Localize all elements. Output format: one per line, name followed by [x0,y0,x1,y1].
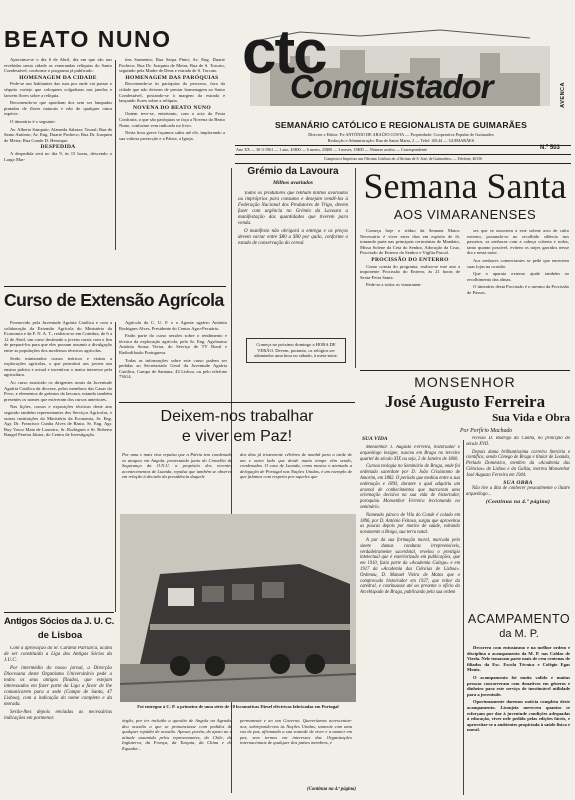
acampamento-paragraph: Oportunamente daremos notícia completa deste acampamento. Lisonjeia merecem quantos se esforçam por dar à juventude condições adequadas à educação, viver nele pedido pelas edições fáceis, e aproveitar-se a ambientes propiciada à saúde física e moral. [467,699,570,733]
extensao-col-2 [119,320,227,400]
semana-santa-col-2 [467,228,569,368]
monsenhor-col-2 [466,436,570,576]
section-rule [119,402,355,403]
gremio-paragraph: Todos os produtores que tenham milhos avariados ou impróprios para consumo e desejam vendê-los à Federação Nacional dos Produtores de Trigo, devem fazer com urgência no Grémio da Lavoura a manifestação das quantidades que tiverem para venda. [238,191,348,226]
column-rule [115,322,116,612]
deixem-lower-col-1: órgão, por ter incluído a questão de Angola na Agenda, deu ocasião a que se pronunciasse com pedidos de qualquer repúdio de ocasião. Apesar, porém, do apoio ao a atitude assumida pelos representantes, do Chile, da Inglaterra, da França, da Turquia, da China e do Equador... [122,718,232,751]
extensao-paragraph: Serão ministrados cursos teóricos e visitas a explorações agrícolas, o que permitirá aos jovens um ensino prático e actual e incentivar o maior interesse pela agricultura. [4,355,112,378]
composed-line: Composto e Impresso nas Oficinas Gráficas de «Oficinas de S. José, de Guimarães» — Telefone, 40156 [323,157,483,161]
masthead-subtitle: SEMANÁRIO CATÓLICO E REGIONALISTA DE GUIMARÃES [274,120,528,130]
antigos-title-1: Antigos Sócios da J. U. C. [4,616,114,627]
semana-santa-subtitle: AOS VIMARANENSES [393,207,537,222]
monsenhor-over: MONSENHOR [414,374,516,390]
masthead-redaccao: Redacção e Administração: Rua de Santa Maria, 2 — Telef. 40144 — GUIMARÃES [327,138,475,143]
section-rule [4,612,114,613]
beato-paragraph: Av. Alberto Sampaio; Alameda Salazar; Toural; Rua de Santo António; Av. Eng. Duarte Pacheco; Rua Dr. Joaquim de Meira; Rua Conde D. Henrique. [4,126,112,143]
extensao-paragraph: Nas lições, cursos e exposições técnicas deste ano seguirão também representantes dos Serviços Agrícolas, e outras instituições do Ministério da Economia, Sr. Eng. Agr. Dr. Francisco Cunha Alves de Basto, Sr. Eng. Agr. Ruy Vasco Maia de Loureiro, Sr. Rodrigues e Sr. Roberto Rangel Pereira Júnior, do Centro de Investigação. [4,404,112,438]
masthead-logo [240,18,558,118]
beato-paragraph: tins Sarmento; Rua Serpa Pinto; Av. Eng. Duarte Pacheco; Rua Dr. Joaquim de Meira; Rua de S. Torcato, seguindo pela Madre de Deus e estrada de S. Torcato. [119,57,225,74]
masthead-director: Director e Editor: P.e ANTÓNIO DE ARAÚJO COSTA — Propriedade: Cooperativa Popular de Guimarães [308,132,494,137]
antigos-title-2: de Lisboa [37,630,83,641]
masthead-title-top: ctc [242,18,326,87]
acampamento-paragraph: O acampamento foi muito valido e muitas pessoas concorreram com donativos em géneros e dinheiro para este serviço de inestimável utilidade para a juventude. [467,674,570,697]
extensao-title: Curso de Extensão Agrícola [4,290,224,310]
monsenhor-paragraph: Nomeado pároco de Vila do Conde é colado em 1896, por D. António Feitosa, surgiu que aproveitou as poucas depois por motivo de saúde, voltando novamente a Braga, sua terra natal. [360,512,460,536]
monsenhor-section-vida: SUA VIDA [362,436,388,442]
beato-nuno-col-2 [119,57,225,250]
semana-paragraph: Começa hoje o tríduo da Semana Maior. Necessário é viver estes dias em espírito de fé, tomando parte nas principais cerimónias de Mandato, Missa Solene da Ceia do Senhor, Adoração da Cruz, Procissão do Enterro do Senhor e Vigília Pascal. [360,228,460,256]
deixem-lower-col-2: permanente e ao seu Governo. Quereríamos acrescentar-nos, sobrepondo-nos às Nações Unidas, somente com uma voz de paz, afirmando a sua vontade de viver e a manter em paz, sem termos em interesses das Organizações internacionais de qualquer dos países membros, e [240,718,352,746]
semana-paragraph: Que o aparato externo ajude também ao recolhimento das almas. [467,271,569,282]
photo-caption: Foi entregue à C. P. a primeira de uma série de 10 locomotivas Diesel eléctricas fabricadas em Portugal [137,704,339,709]
deixem-col-1: Por uma e mais viva repulsa que a Pátria tem condenado os ataques em Angola, protestando junto do Conselho de Segurança da O.N.U. a propósito dos recentes acontecimentos de Luanda, repulsa que também se observa em relação à decisão da presidência daquele [122,452,232,480]
masthead-side-text: AVENCA [560,82,566,108]
beato-nuno-col-1 [4,57,112,250]
monsenhor-paragraph: Depois duma brilhantíssima carreira literária e científica, sendo Cónego de Braga e titular de Loanda, Prelado Doméstico, membro da «Academia das Ciências» de Lisboa e da Galiza, morreu Monsenhor José Augusto Ferreira em 1944. [466,449,570,478]
gremio-subtitle: Milhos avariados [273,180,313,186]
monsenhor-paragraph: A par da sua formação moral, marcada pelo sinete dumas condutas irrepreensíveis, verdadeiramente sacerdotal, revelou o prestígio intelectual que é exteriorizado em publicações, que em 1910, fazia parte da «Academia Galega» e em 1917 da «Academia das Ciências de Lisboa». Ordenou, D. Manuel Vieira de Matos que o comprovado historiador em 1927, que reitor da catedral, e continuasse até ao presente o ofício do Arcebispado de Braga, publicando pela sua ordem [360,537,460,596]
monsenhor-paragraph: Monsenhor J. Augusto Ferreira, historiador e arqueólogo insigne, nasceu em Braga no terceiro quartel do século XIX ou seja, 2 de Janeiro de 1860. [360,445,460,462]
semana-santa-title: Semana Santa [363,166,567,206]
gremio-paragraph: O manifesto não obrigará a entrega e os preços devem variar entre $80 a $90 por quilo, conforme o estado de conservação do cereal. [238,229,348,246]
masthead [234,18,570,160]
section-rule [4,286,226,287]
acampamento-text [467,645,570,795]
beato-paragraph: Nesta hora grave façamos subir até ele, implorando a sua valiosa protecção e a Pátria, a Igreja. [119,130,225,141]
semana-paragraph: Como consta do programa, realiza-se este ano a imponente Procissão do Enterro, às 21 horas de Sexta-Feira Santa. [360,263,460,280]
masthead-rule [235,154,571,155]
deixem-title-2: e viver em Paz! [181,428,293,445]
gremio-title: Grémio da Lavoura [247,166,339,177]
beato-paragraph: Aproxima-se o dia 6 de Abril, dia em que são aos recebidas nesta cidade as venerandas relíquias do Santo Condestável, conforme o programa já publicado. [4,57,112,74]
acampamento-title: ACAMPAMENTO [467,612,571,626]
extensao-paragraph: Todas as informações sobre este curso podem ser pedidas ao Secretariado Geral da Juventude Agrária Católica, Campo de Santana, 43 Lisboa, ou pelo telefone 73614. [119,357,227,380]
beato-paragraph: Recomenda-se às paróquias do percurso, fora da cidade que não deixem de prestar homenagem ao Santo Condestável, postando-se à margem da estrada e lançando flores sobre a relíquia. [119,81,225,104]
acampamento-paragraph: Decorreu com entusiasmo e na melhor ordem e disciplina o acampamento da M. P. nas Caldas de Vizela. Nele tomaram parte mais de cem centenas de filiados da Esc. Escola Técnica e Colégio Egas Moniz. [467,645,570,673]
column-rule [355,168,356,368]
extensao-col-1 [4,320,112,612]
beato-subhead: HOMENAGEM DAS PARÓQUIAS [125,74,219,81]
deixem-continued: (Continua na 4.ª página) [307,787,356,792]
masthead-title-main: Conquistador [290,68,493,105]
extensao-paragraph: Promovido pela Juventude Agrária Católica e com a colaboração da Extensão Agrícola do Ministério da Economia e da F. N. A. T., realizou-se em Coimbra, de 6 a 12 de Abril, um curso destinado a jovens rurais com o fim de prepará-los para que eles possam assumir a divulgação entre as populações dos modernos técnicos agrícolas. [4,320,112,353]
semana-subhead: PROCISSÃO DO ENTERRO [371,256,449,263]
monsenhor-col-1 [360,445,460,795]
gremio-text [238,191,348,337]
column-rule [115,60,116,250]
masthead-rule [235,145,571,146]
monsenhor-name: José Augusto Ferreira [384,392,546,411]
monsenhor-paragraph: Não tive a dita de conhecer pessoalmente o ilustre arqueólogo... [466,486,570,498]
beato-paragraph: Recomenda-se que aponham dos sem ser lampadas pintadas de flores naturais e não de qualquer outra espécie. [4,100,112,117]
monsenhor-subhead: SUA OBRA [503,479,533,486]
monsenhor-paragraph: Cursou teologia no Seminário de Braga, onde foi ordenado sacerdote por D. João Crisóstomo de Amorim, em 1882. O período que mediou entre a sua ordenação e 1893, durante o qual adquiriu um arsenal de conhecimentos que marcaram uma orientação decisiva na sua vida de historiador, paroquiou Monsenhor Ferreira leccionando no seminário. [360,464,460,510]
antigos-paragraph: Com a aprovação do Sr. Cardeal Patriarca, acaba de ser constituída a Liga dos Antigos Sócios da J.U.C. [4,646,112,663]
extensao-paragraph: Farão parte do curso sessões sobre o rendimento e técnica da exploração agrícola, pelo Sr. Eng. Agrónomo António Sousa Vieira, do Serviço de TV Rural e Radiodifusão Portuguesa. [119,333,227,355]
antigos-paragraph: Serão-lhes depois enviadas as necessárias indicações em pormenor. [4,710,112,721]
deixem-title-1: Deixem-nos trabalhar [160,408,314,425]
masthead-info-line: Ano XX — 30-3-1961 — 1 ano, 45$00 — 6 meses, 25$00 — 3 meses, 15$00 — Número avulso — Correspondente [236,147,427,152]
beato-subhead: HOMENAGEM DA CIDADE [19,74,97,81]
beato-nuno-title: BEATO NUNO [4,26,172,52]
semana-paragraph: O itinerário desta Procissão é o mesmo da Procissão de Passos. [467,284,569,295]
monsenhor-paragraph: recesso D. Rodrigo da Cunha, no princípio do século XVII. [466,436,570,447]
monsenhor-byline: Por Porfírio Machado [460,428,513,434]
antigos-text [4,646,112,796]
semana-paragraph: ses que se associem a este solene acto de culto externo, postando-se no recolhido silêncio nos passeios, as senhoras com a cabeça coberta e todos, tanto quanto possível, evitem os trajes garridos nesse dia e nesta noite. [467,228,569,256]
antigos-paragraph: Por intermédio do nosso jornal, a Direcção Diocesana deste Organismo Universitário pede a todos os seus antigos filiados, que estejam interessados em fazer parte da Liga a favor de lhe comunicarem para a sede (Campo de Santa, 47 Lisboa), com a indicação do nome completo e da morada. [4,666,112,707]
deixem-col-2: dos dias já tristemente célebres de manhã para a tarde de um e outro lado que desde muito tempo vêm sendo, condenados. O caso de Luanda, como mostra o atentado a delegação de Portugal nas Nações Unidas, é um exemplo de que falamos com respeito por aqueles que [240,452,352,480]
beato-paragraph: A despedida será no dia 9, às 15 horas, descendo o Largo Mar- [4,150,112,162]
locomotive-image [120,514,356,702]
extensao-paragraph: Agrícola do C. U. F. e o Agente agrário António Rodrigues Alves, Presidente do Centro Agro-Pecuário. [119,320,227,331]
beato-paragraph: O itinerário é o seguinte: [10,118,56,124]
summer-time-box: Começa no próximo domingo a HORA DE VERÃO. Devem, portanto, os relógios ser adiantados uma hora no sábado, à meia-noite. [246,338,346,363]
locomotive-photo [120,514,356,702]
acampamento-subtitle: da M. P. [499,628,539,640]
monsenhor-continued: (Continua na 4.ª página) [485,498,551,505]
beato-subhead: DESPEDIDA [40,144,76,151]
monsenhor-subtitle: Sua Vida e Obra [492,412,570,424]
semana-santa-col-1 [360,228,460,368]
beato-subhead: NOVENA DO BEATO NUNO [132,104,212,111]
issue-number: N.º 503 [540,145,560,151]
semana-paragraph: Pede-se a todos os vimaranen- [366,282,422,288]
column-rule [463,440,464,795]
beato-paragraph: Pede-se aos habitantes das ruas por onde vai passar o séquito cortejo que coloquem colgaduras nas janelas e lancem flores sobre a relíquia. [4,81,112,98]
extensao-paragraph: Ao curso assistirão os dirigentes rurais da Juventude Agrária Católica da diocese, pelos membros das Casas do Povo, e elementos de grémios da lavoura, estando também presentes os nomes que estiveram dos cursos anteriores. [4,379,112,402]
beato-paragraph: Ontem teve-se, entretanto, com a acta da Festa Confraria, a que são paróquias se faça a Novena do Beato Nuno, conforme vem indicado no livro. [119,111,225,128]
masthead-rule [235,163,571,164]
semana-paragraph: Aos senhores comerciantes se pede que encerrem suas lojas na ocasião. [467,257,569,269]
section-rule [360,370,570,371]
